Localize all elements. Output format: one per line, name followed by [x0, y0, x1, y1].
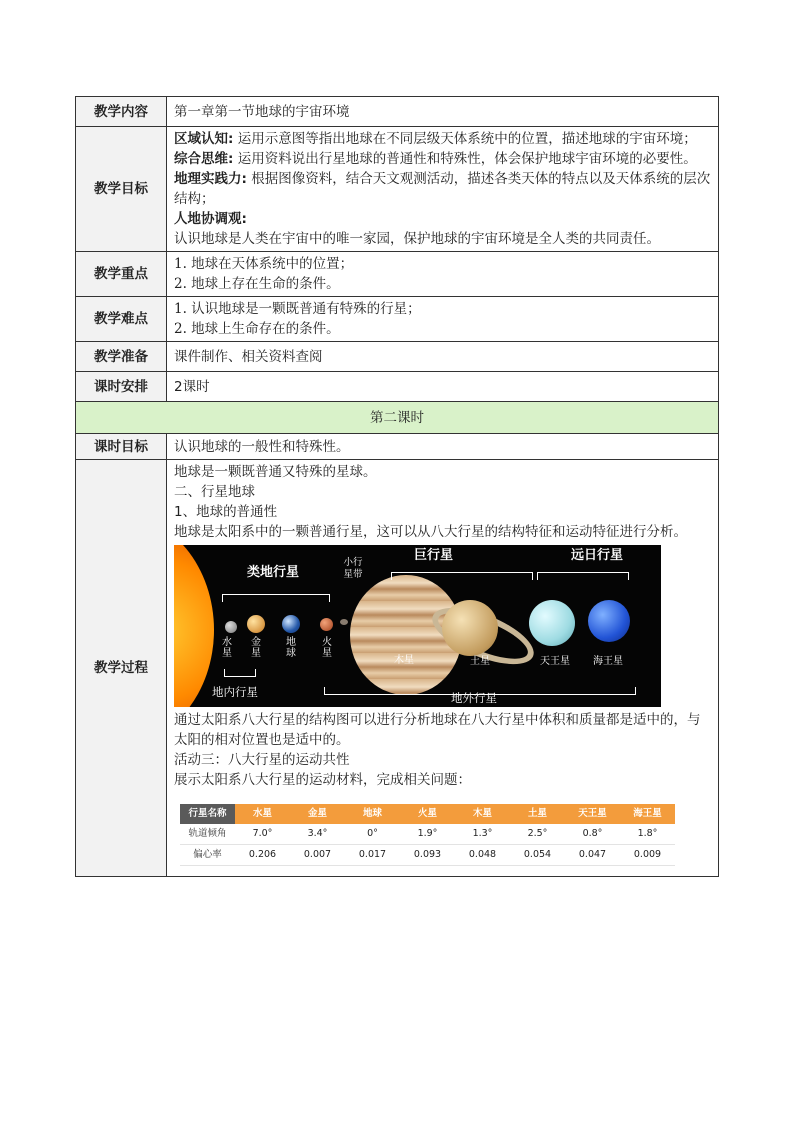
lesson-plan-table [75, 96, 719, 877]
process-heading: 二、行星地球 [174, 484, 255, 500]
mars [320, 618, 333, 631]
orbit-header-cell: 木星 [455, 804, 510, 824]
saturn [442, 600, 498, 656]
solar-system-figure [174, 545, 661, 707]
prep-value: 课件制作、相关资料查阅 [167, 342, 719, 372]
neptune-label: 海王星 [593, 656, 623, 667]
orbit-header-cell: 行星名称 [180, 804, 235, 824]
process-paragraph: 地球是太阳系中的一颗普通行星，这可以从八大行星的结构特征和运动特征进行分析。 [174, 524, 687, 540]
period-goal-value: 认识地球的一般性和特殊性。 [167, 434, 719, 460]
table-cell: 0° [345, 824, 400, 845]
table-cell: 7.0° [235, 824, 290, 845]
content-value: 第一章第一节地球的宇宙环境 [167, 97, 719, 127]
far-label: 远日行星 [571, 548, 624, 563]
goal-item: 区域认知: 运用示意图等指出地球在不同层级天体系统中的位置，描述地球的宇宙环境； [174, 131, 697, 147]
schedule-value: 2课时 [167, 372, 719, 402]
table-cell: 1.3° [455, 824, 510, 845]
process-label: 教学过程 [76, 460, 167, 877]
orbit-header-row [180, 804, 675, 824]
outer-label: 地外行星 [451, 691, 497, 705]
key-line: 2. 地球上存在生命的条件。 [174, 276, 340, 292]
difficult-value [167, 297, 719, 342]
table-cell: 0.048 [455, 845, 510, 866]
goals-value [167, 127, 719, 252]
inner-bracket [224, 669, 256, 677]
key-line: 1. 地球在天体系统中的位置； [174, 256, 354, 272]
mercury [225, 621, 237, 633]
orbit-header-cell: 土星 [510, 804, 565, 824]
difficult-line: 2. 地球上生命存在的条件。 [174, 321, 340, 337]
table-cell: 0.054 [510, 845, 565, 866]
table-cell: 1.8° [620, 824, 675, 845]
orbit-header-cell: 海王星 [620, 804, 675, 824]
difficult-line: 1. 认识地球是一颗既普通有特殊的行星； [174, 301, 421, 317]
uranus-label: 天王星 [540, 656, 570, 667]
orbit-header-cell: 水星 [235, 804, 290, 824]
orbit-header-cell: 火星 [400, 804, 455, 824]
asteroid-belt-label: 小行 星带 [343, 557, 363, 580]
venus-label: 金 星 [251, 637, 261, 659]
terrestrial-bracket [222, 594, 330, 602]
goal-item: 人地协调观: [174, 211, 247, 227]
inner-label: 地内行星 [212, 685, 258, 699]
asteroid-belt [340, 619, 348, 625]
sun [174, 545, 214, 707]
earth-label: 地 球 [286, 637, 296, 659]
neptune [588, 600, 630, 642]
table-cell: 0.093 [400, 845, 455, 866]
saturn-label: 土星 [470, 656, 490, 667]
process-subheading: 1、地球的普通性 [174, 504, 278, 520]
goals-label: 教学目标 [76, 127, 167, 252]
table-cell: 轨道倾角 [180, 824, 235, 845]
goal-item: 地理实践力: 根据图像资料，结合天文观测活动，描述各类天体的特点以及天体系统的层次结构； [174, 171, 711, 207]
schedule-label: 课时安排 [76, 372, 167, 402]
orbit-header-cell: 天王星 [565, 804, 620, 824]
mercury-label: 水 星 [222, 637, 232, 659]
process-value [167, 460, 719, 877]
giant-label: 巨行星 [414, 548, 454, 563]
table-cell: 0.009 [620, 845, 675, 866]
prep-label: 教学准备 [76, 342, 167, 372]
orbit-data-table [180, 804, 675, 866]
terrestrial-label: 类地行星 [247, 565, 300, 580]
table-row [180, 845, 675, 866]
far-bracket [537, 572, 629, 580]
uranus [529, 600, 575, 646]
key-label: 教学重点 [76, 252, 167, 297]
table-cell: 3.4° [290, 824, 345, 845]
giant-bracket [391, 572, 533, 580]
table-row [180, 824, 675, 845]
table-cell: 2.5° [510, 824, 565, 845]
section-title: 第二课时 [76, 402, 719, 434]
content-label: 教学内容 [76, 97, 167, 127]
table-cell: 0.017 [345, 845, 400, 866]
venus [247, 615, 265, 633]
table-cell: 1.9° [400, 824, 455, 845]
key-value [167, 252, 719, 297]
activity-heading: 活动三：八大行星的运动共性 [174, 752, 350, 768]
earth [282, 615, 300, 633]
jupiter-label: 木星 [394, 655, 414, 666]
orbit-header-cell: 地球 [345, 804, 400, 824]
table-cell: 0.206 [235, 845, 290, 866]
orbit-header-cell: 金星 [290, 804, 345, 824]
goal-tail: 认识地球是人类在宇宙中的唯一家园，保护地球的宇宙环境是全人类的共同责任。 [174, 231, 660, 247]
table-cell: 0.8° [565, 824, 620, 845]
mars-label: 火 星 [322, 637, 332, 659]
process-paragraph: 地球是一颗既普通又特殊的星球。 [174, 464, 377, 480]
difficult-label: 教学难点 [76, 297, 167, 342]
process-paragraph: 通过太阳系八大行星的结构图可以进行分析地球在八大行星中体积和质量都是适中的，与太阳的相对位置也是适中的。 [174, 712, 701, 748]
table-cell: 偏心率 [180, 845, 235, 866]
table-cell: 0.047 [565, 845, 620, 866]
table-cell: 0.007 [290, 845, 345, 866]
process-paragraph: 展示太阳系八大行星的运动材料，完成相关问题： [174, 772, 471, 788]
goal-item: 综合思维: 运用资料说出行星地球的普通性和特殊性，体会保护地球宇宙环境的必要性。 [174, 151, 697, 167]
period-goal-label: 课时目标 [76, 434, 167, 460]
